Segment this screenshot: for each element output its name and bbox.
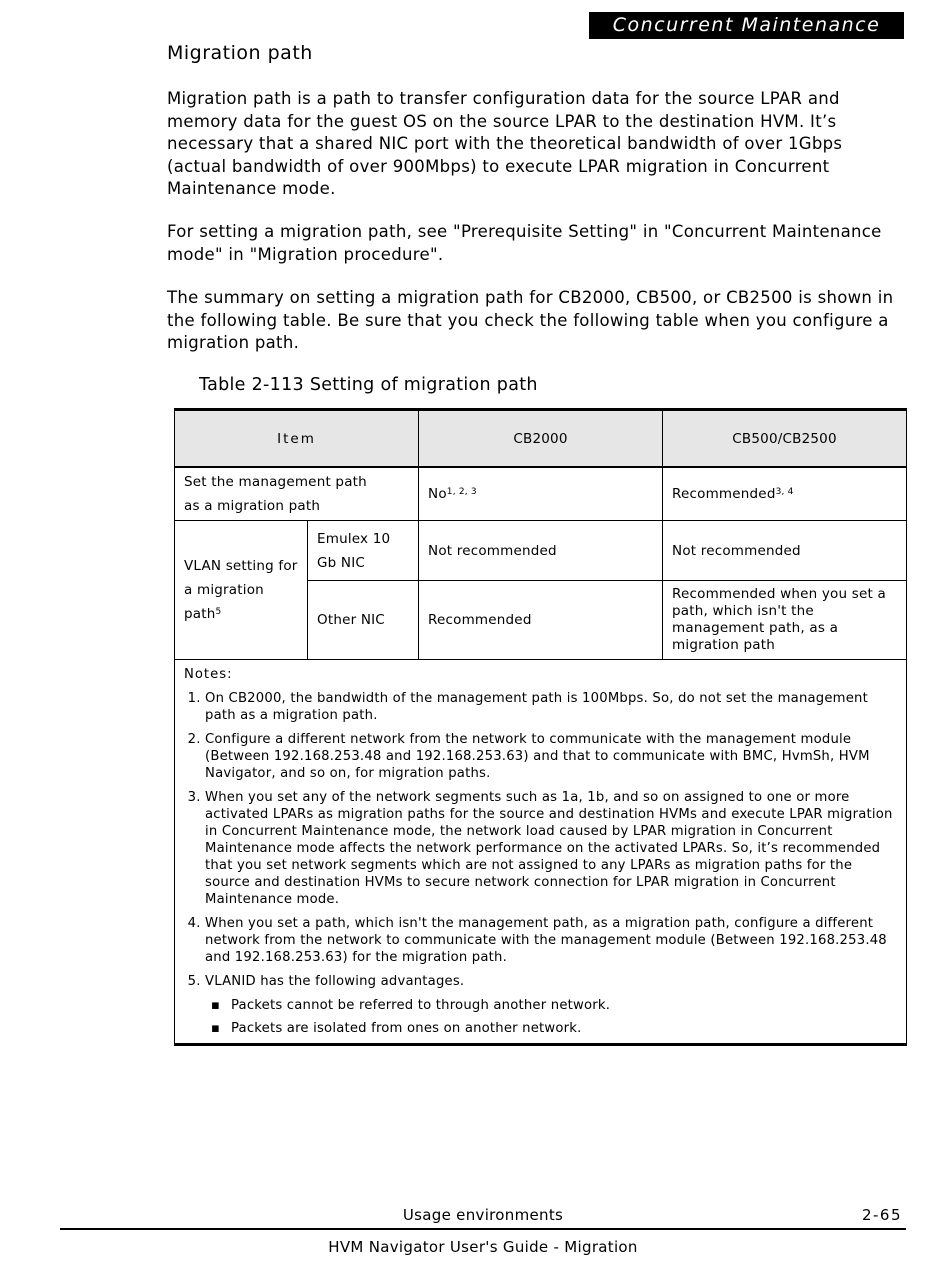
cell-mgmt-cb500 — [663, 467, 907, 521]
cell-other-cb500: Recommended when you set a path, which isn't the management path, as a migration path — [663, 581, 907, 660]
header-item: Item — [175, 410, 419, 468]
cell-emulex-cb500: Not recommended — [663, 521, 907, 581]
note-item: 2. Configure a different network from the network to communicate with the management module (Between 192.168.253.48 and 192.168.253.63) and that to communicate with BMC, HvmSh, HVM Navigator, and so on, for migration paths. — [205, 731, 897, 782]
square-bullet-icon: ▪ — [211, 998, 221, 1013]
footnote-ref: 5 — [215, 607, 222, 617]
footer-page-number: 2-65 — [861, 1206, 902, 1224]
notes-title: Notes: — [184, 667, 233, 682]
advantage-item — [211, 1020, 897, 1037]
section-title: Migration path — [167, 42, 313, 64]
table-caption: Table 2-113 Setting of migration path — [199, 375, 538, 395]
footer-section-name: Usage environments — [402, 1206, 564, 1224]
chapter-header-tab: Concurrent Maintenance — [589, 12, 904, 39]
cell-vlan-item-text: VLAN setting for a migration path — [184, 558, 298, 622]
advantage-text: Packets are isolated from ones on another network. — [231, 1021, 582, 1036]
notes-cell — [175, 660, 907, 1045]
note-item — [205, 973, 897, 1037]
advantages-list — [205, 997, 897, 1037]
advantage-text: Packets cannot be referred to through another network. — [231, 998, 611, 1013]
migration-path-table — [174, 408, 907, 1046]
square-bullet-icon: ▪ — [211, 1021, 221, 1036]
table-header-row — [175, 410, 907, 468]
note-item: 3. When you set any of the network segments such as 1a, 1b, and so on assigned to one or more activated LPARs as migration paths for the source and destination HVMs and execute LPAR migration in Concurrent Maintenance mode, the network load caused by LPAR migration in Concurrent Maintenance mode affects the network performance on the activated LPARs. So, it’s recommended that you set network segments which are not assigned to any LPARs as migration paths for the source and destination HVMs to secure network connection for LPAR migration in Concurrent Maintenance mode. — [205, 789, 897, 908]
cell-other-label: Other NIC — [308, 581, 419, 660]
summary-paragraph: The summary on setting a migration path for CB2000, CB500, or CB2500 is shown in the following table. Be sure that you check the following table when you configure a migration path. — [167, 288, 894, 352]
cell-vlan-item — [175, 521, 308, 660]
cell-mgmt-cb2000-text: No — [428, 486, 447, 502]
table-row-management-path — [175, 467, 907, 521]
cell-other-cb2000: Recommended — [419, 581, 663, 660]
footnote-ref: 3, 4 — [775, 487, 794, 497]
cell-mgmt-cb2000 — [419, 467, 663, 521]
advantage-item — [211, 997, 897, 1014]
table-row-emulex — [175, 521, 907, 581]
table-notes-row — [175, 660, 907, 1045]
header-cb500-cb2500: CB500/CB2500 — [663, 410, 907, 468]
footer-divider — [60, 1228, 906, 1230]
intro-paragraph: Migration path is a path to transfer configuration data for the source LPAR and memory data for the guest OS on the source LPAR to the destination HVM. It’s necessary that a shared NIC port with the theoretical bandwidth of over 1Gbps (actual bandwidth of over 900Mbps) to execute LPAR migration in Concurrent Maintenance mode. — [167, 89, 843, 198]
cell-mgmt-item: Set the management path as a migration path — [175, 467, 419, 521]
footer-book-title: HVM Navigator User's Guide - Migration — [328, 1238, 638, 1256]
cell-emulex-label: Emulex 10 Gb NIC — [308, 521, 419, 581]
footnote-ref: 1, 2, 3 — [446, 487, 477, 497]
notes-list — [184, 690, 897, 1037]
reference-paragraph: For setting a migration path, see "Prerequisite Setting" in "Concurrent Maintenance mode" in "Migration procedure". — [167, 222, 882, 264]
note-item: 1. On CB2000, the bandwidth of the management path is 100Mbps. So, do not set the management path as a migration path. — [205, 690, 897, 724]
note-item: 4. When you set a path, which isn't the management path, as a migration path, configure a different network from the network to communicate with the management module (Between 192.168.253.48 and 192.168.253.63) for the migration path. — [205, 915, 897, 966]
header-cb2000: CB2000 — [419, 410, 663, 468]
cell-emulex-cb2000: Not recommended — [419, 521, 663, 581]
note-item-text: VLANID has the following advantages. — [205, 974, 465, 989]
cell-mgmt-cb500-text: Recommended — [672, 486, 776, 502]
